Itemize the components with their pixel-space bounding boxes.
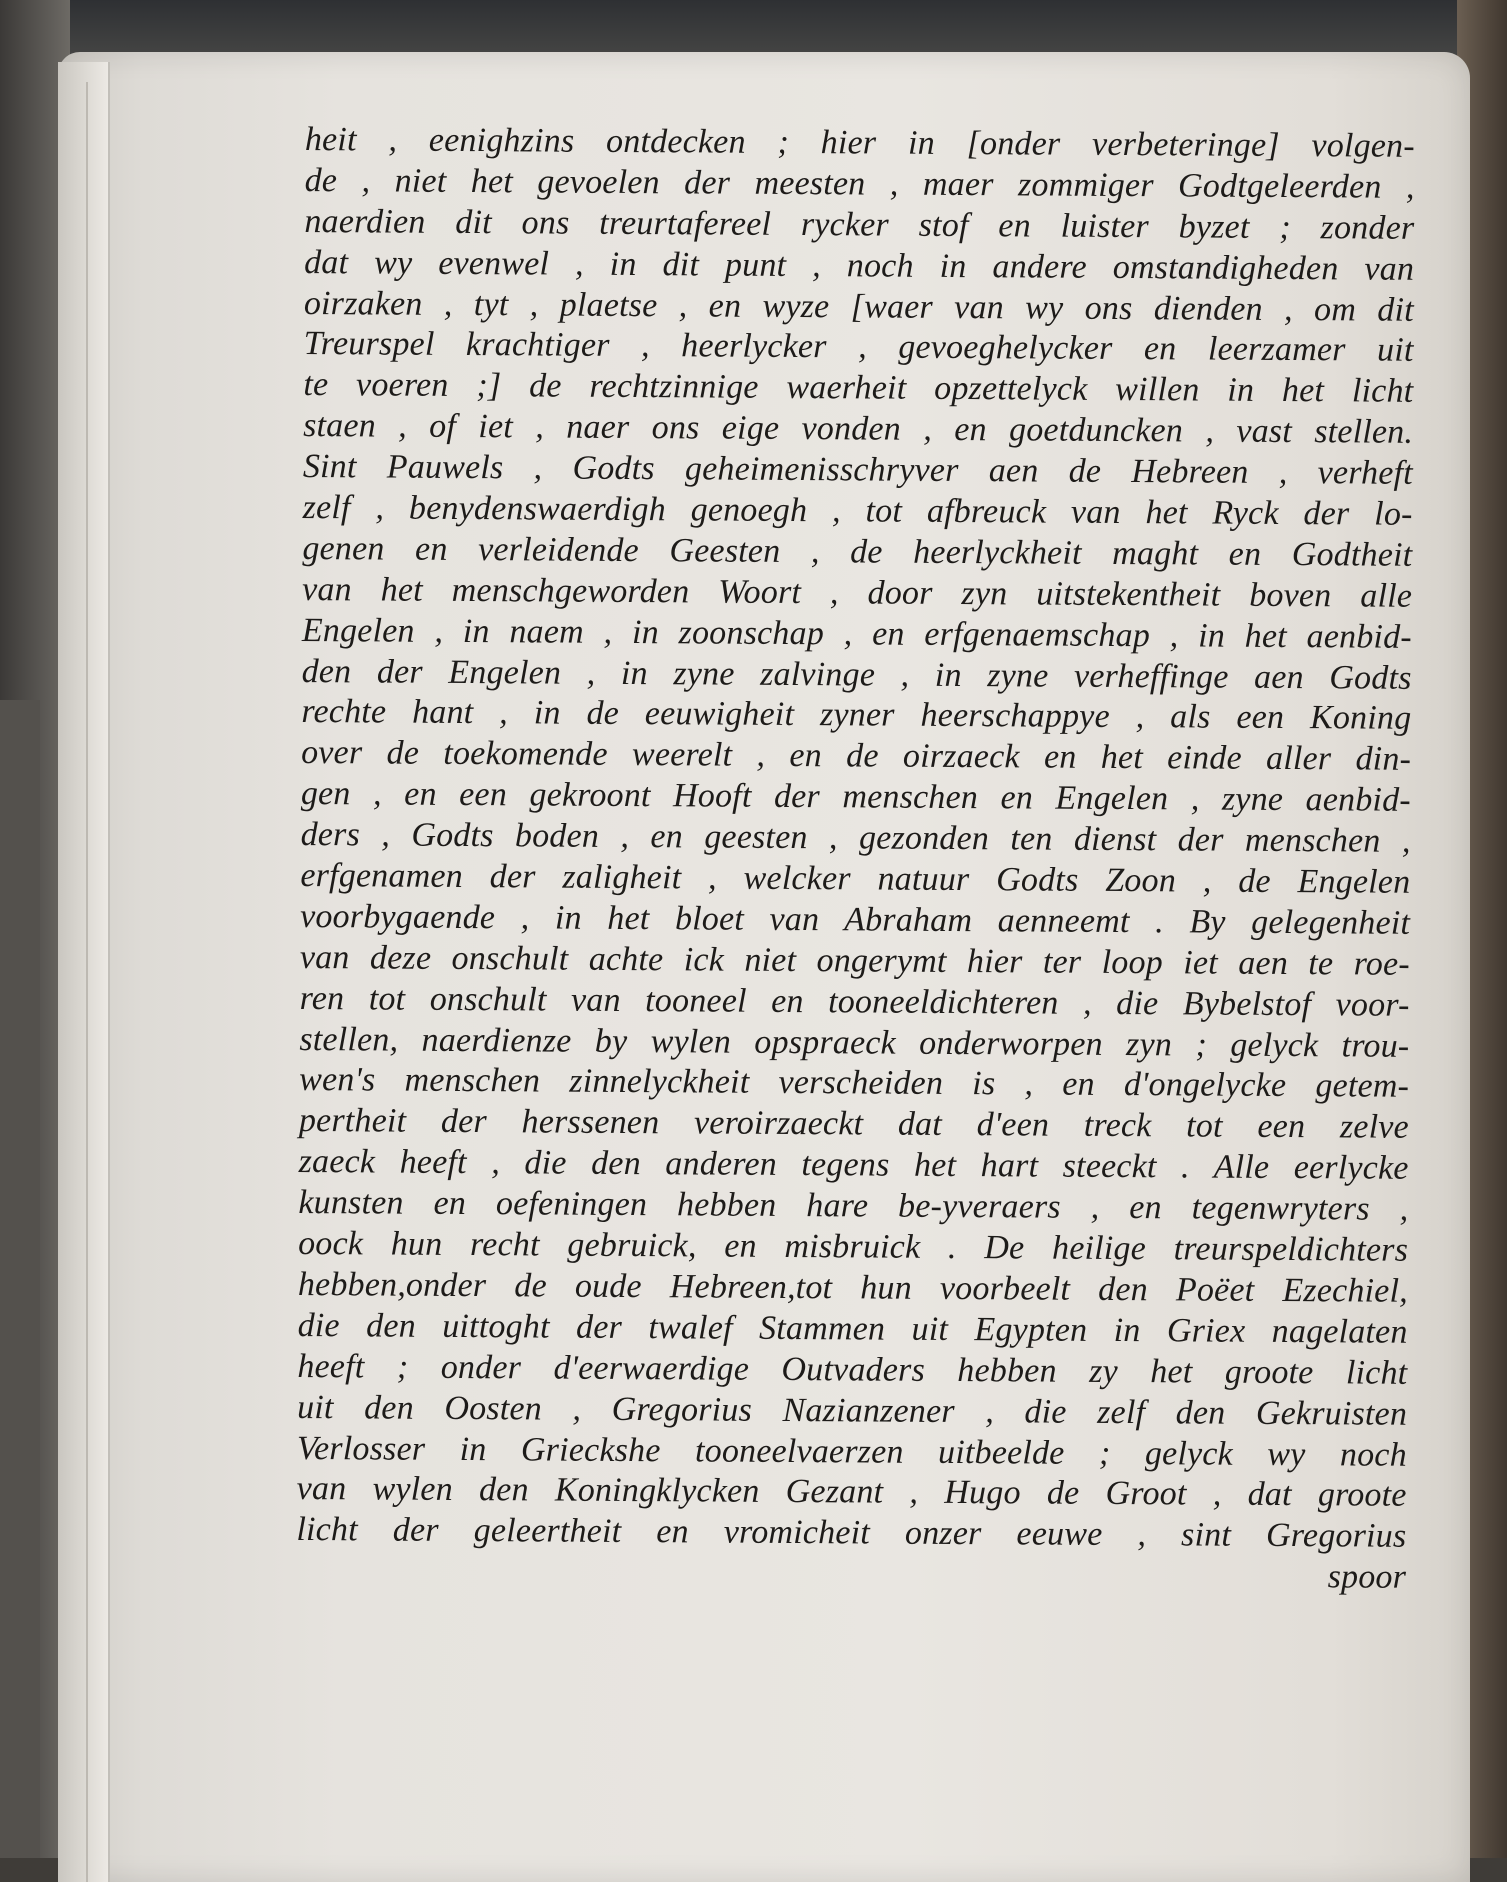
text-line: heeft ; onder d'eerwaerdige Outvaders hebben zy het groote licht [297, 1347, 1408, 1392]
text-line: gen , en een gekroont Hooft der menschen en Engelen , zyne aenbid- [300, 775, 1411, 820]
text-line: ren tot onschult van tooneel en tooneeldichteren , die Bybelstof voor- [299, 979, 1410, 1024]
text-line: van wylen den Koningklycken Gezant , Hugo de Groot , dat groote [296, 1470, 1407, 1515]
text-line: uit den Oosten , Gregorius Nazianzener , die zelf den Gekruisten [297, 1388, 1408, 1433]
text-line: oock hun recht gebruick, en misbruick . De heilige treurspeldichters [298, 1225, 1409, 1269]
text-line: te voeren ;] de rechtzinnige waerheit opzettelyck willen in het licht [303, 366, 1414, 411]
text-line: ders , Godts boden , en geesten , gezonden ten dienst der menschen , [300, 816, 1411, 860]
text-line: stellen, naerdienze by wylen opspraeck onderworpen zyn ; gelyck trou- [299, 1020, 1410, 1065]
text-line: voorbygaende , in het bloet van Abraham aenneemt . By gelegenheit [300, 897, 1411, 942]
text-line: van deze onschult achte ick niet ongerymt hier ter loop iet aen te roe- [299, 938, 1410, 983]
catchword: spoor [1327, 1558, 1407, 1596]
text-line: over de toekomende weerelt , en de oirzaeck en het einde aller din- [301, 734, 1412, 779]
text-line: den der Engelen , in zyne zalvinge , in zyne verheffinge aen Godts [301, 652, 1412, 697]
text-line: staen , of iet , naer ons eige vonden , en goetduncken , vast stellen. [303, 407, 1414, 452]
background-edge-strip [0, 700, 40, 1858]
text-line: Verlosser in Grieckshe tooneelvaerzen uitbeelde ; gelyck wy noch [296, 1429, 1407, 1474]
text-line: licht der geleertheit en vromicheit onzer eeuwe , sint Gregorius [296, 1511, 1407, 1556]
text-line: erfgenamen der zaligheit , welcker natuur Godts Zoon , de Engelen [300, 857, 1411, 901]
text-line: rechte hant , in de eeuwigheit zyner heerschappye , als een Koning [301, 693, 1412, 738]
text-line: zaeck heeft , die den anderen tegens het hart steeckt . Alle eerlycke [298, 1143, 1409, 1188]
text-line: dat wy evenwel , in dit punt , noch in andere omstandigheden van [304, 243, 1415, 288]
page-text-block [296, 120, 1415, 1599]
text-line: wen's menschen zinnelyckheit verscheiden is , en d'ongelycke getem- [299, 1061, 1410, 1106]
text-line: Engelen , in naem , in zoonschap , en erfgenaemschap , in het aenbid- [301, 611, 1412, 656]
text-line: die den uittoght der twalef Stammen uit Egypten in Griex nagelaten [297, 1306, 1408, 1351]
text-line: genen en verleidende Geesten , de heerlyckheit maght en Godtheit [302, 529, 1413, 574]
text-line: Treurspel krachtiger , heerlycker , gevoeghelycker en leerzamer uit [303, 325, 1414, 370]
text-line: de , niet het gevoelen der meesten , maer zommiger Godtgeleerden , [304, 161, 1415, 206]
text-line: van het menschgeworden Woort , door zyn uitstekentheit boven alle [302, 570, 1413, 615]
text-line: heit , eenighzins ontdecken ; hier in [onder verbeteringe] volgen- [304, 120, 1415, 165]
gutter-fold-line [86, 82, 88, 1882]
text-line: hebben,onder de oude Hebreen,tot hun voorbeelt den Poëet Ezechiel, [297, 1265, 1408, 1310]
text-line: pertheit der herssenen veroirzaeckt dat d'een treck tot een zelve [298, 1102, 1409, 1147]
text-line: kunsten en oefeningen hebben hare be-yveraers , en tegenwryters , [298, 1184, 1409, 1228]
text-line: oirzaken , tyt , plaetse , en wyze [waer van wy ons dienden , om dit [303, 284, 1414, 329]
page-gutter [58, 62, 110, 1882]
text-line: naerdien dit ons treurtafereel rycker stof en luister byzet ; zonder [304, 202, 1415, 247]
text-line: zelf , benydenswaerdigh genoegh , tot afbreuck van het Ryck der lo- [302, 489, 1413, 533]
text-line: Sint Pauwels , Godts geheimenisschryver aen de Hebreen , verheft [302, 448, 1413, 492]
